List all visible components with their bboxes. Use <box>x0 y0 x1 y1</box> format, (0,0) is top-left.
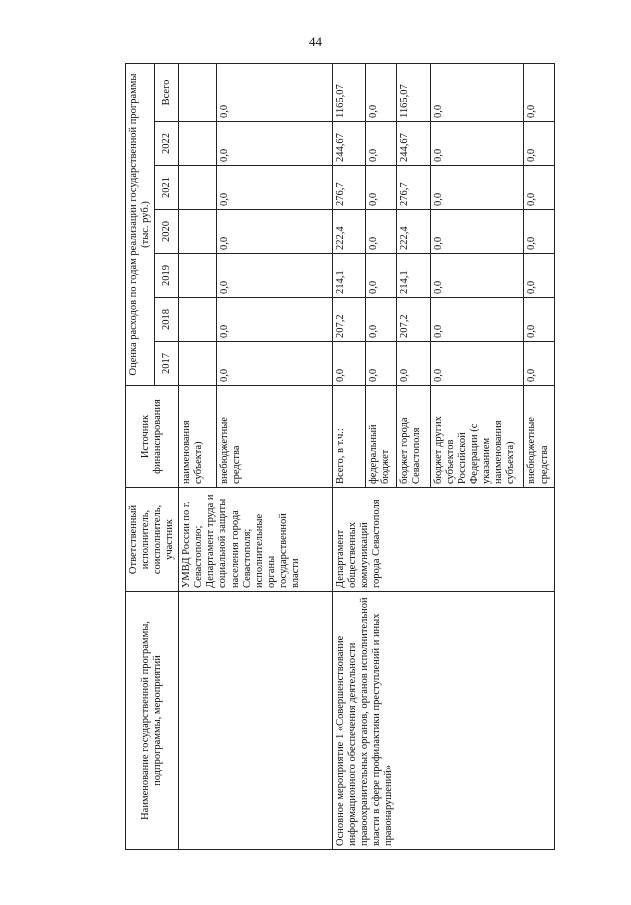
cell-value <box>179 298 217 342</box>
cell-value: 0,0 <box>217 63 333 121</box>
cell-value: 207,2 <box>332 298 366 342</box>
cell-value: 1165,07 <box>332 63 366 121</box>
cell-responsible: Департамент общественных коммуникаций города Севастополя <box>332 488 554 592</box>
cell-source: бюджет города Севастополя <box>396 386 430 488</box>
header-year: 2021 <box>155 166 179 210</box>
cell-responsible: УМВД России по г. Севастополю; Департамент труда и социальной защиты населения города Севастополя; исполнительные органы государственной власти <box>179 488 332 592</box>
header-name: Наименование государственной программы, подпрограммы, мероприятий <box>126 592 179 850</box>
rotated-table-container <box>125 64 555 850</box>
cell-source: внебюджетные средства <box>524 386 555 488</box>
cell-value: 0,0 <box>217 210 333 254</box>
table-row <box>179 63 217 849</box>
cell-value: 0,0 <box>396 342 430 386</box>
cell-value: 0,0 <box>366 63 397 121</box>
cell-source: Всего, в т.ч.: <box>332 386 366 488</box>
cell-value: 0,0 <box>524 342 555 386</box>
cell-value: 222,4 <box>332 210 366 254</box>
cell-value: 0,0 <box>217 166 333 210</box>
cell-value: 0,0 <box>366 210 397 254</box>
cell-value: 0,0 <box>430 298 524 342</box>
cell-value: 0,0 <box>524 298 555 342</box>
cell-value: 0,0 <box>366 342 397 386</box>
cell-value: 0,0 <box>430 122 524 166</box>
cell-value <box>179 254 217 298</box>
header-year: 2017 <box>155 342 179 386</box>
cell-value: 214,1 <box>332 254 366 298</box>
cell-value: 0,0 <box>366 122 397 166</box>
cell-value <box>179 342 217 386</box>
cell-value: 276,7 <box>332 166 366 210</box>
cell-value: 0,0 <box>366 254 397 298</box>
cell-value <box>179 122 217 166</box>
cell-value: 0,0 <box>430 210 524 254</box>
header-year: 2020 <box>155 210 179 254</box>
cell-source: наименования субъекта) <box>179 386 217 488</box>
cell-value: 244,67 <box>332 122 366 166</box>
header-responsible: Ответственный исполнитель, соисполнитель, участник <box>126 488 179 592</box>
cell-value <box>179 63 217 121</box>
cell-value: 1165,07 <box>396 63 430 121</box>
cell-value: 0,0 <box>524 254 555 298</box>
cell-value: 0,0 <box>430 166 524 210</box>
cell-value: 0,0 <box>430 342 524 386</box>
header-source: Источник финансирования <box>126 386 179 488</box>
cell-value: 0,0 <box>430 254 524 298</box>
cell-value: 0,0 <box>217 298 333 342</box>
header-year: 2022 <box>155 122 179 166</box>
header-year: 2019 <box>155 254 179 298</box>
cell-value: 0,0 <box>217 342 333 386</box>
cell-value: 0,0 <box>524 210 555 254</box>
cell-value: 0,0 <box>430 63 524 121</box>
cell-source: бюджет других субъектов Российской Федерации (с указанием наименования субъекта) <box>430 386 524 488</box>
cell-value: 0,0 <box>524 166 555 210</box>
cell-value: 222,4 <box>396 210 430 254</box>
cell-source: федеральный бюджет <box>366 386 397 488</box>
cell-value: 0,0 <box>524 122 555 166</box>
cell-name <box>179 592 332 850</box>
cell-value <box>179 210 217 254</box>
page-number: 44 <box>309 34 322 49</box>
cell-value: 0,0 <box>366 166 397 210</box>
cell-value: 0,0 <box>217 122 333 166</box>
cell-value: 276,7 <box>396 166 430 210</box>
cell-value: 0,0 <box>332 342 366 386</box>
cell-value: 244,67 <box>396 122 430 166</box>
header-year: 2018 <box>155 298 179 342</box>
cell-value: 0,0 <box>366 298 397 342</box>
budget-table <box>125 63 555 850</box>
header-total: Всего <box>155 63 179 121</box>
cell-value: 0,0 <box>524 63 555 121</box>
cell-source: внебюджетные средства <box>217 386 333 488</box>
cell-value: 214,1 <box>396 254 430 298</box>
cell-value <box>179 166 217 210</box>
table-row <box>332 63 366 849</box>
cell-name: Основное мероприятие 1 «Совершенствование информационного обеспечения деятельности правоохранительных органов, органов исполнительной власти в сфере профилактики преступлений и иных правонарушений» <box>332 592 554 850</box>
header-estimate: Оценка расходов по годам реализации государственной программы (тыс. руб.) <box>126 63 155 385</box>
cell-value: 0,0 <box>217 254 333 298</box>
cell-value: 207,2 <box>396 298 430 342</box>
